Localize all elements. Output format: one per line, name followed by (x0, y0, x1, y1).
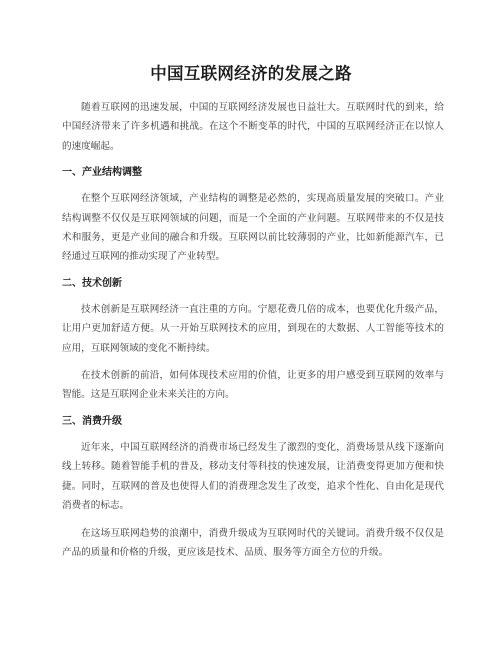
intro-paragraph: 随着互联网的迅速发展，中国的互联网经济发展也日益壮大。互联网时代的到来，给中国经济带来了许多机遇和挑战。在这个不断变革的时代，中国的互联网经济正在以惊人的速度崛起。 (62, 102, 444, 152)
section-heading-consumption: 三、消费升级 (62, 415, 122, 427)
document-body (62, 98, 444, 562)
section-technology-paragraph-1: 技术创新是互联网经济一直注重的方向。宁愿花费几倍的成本，也要优化升级产品，让用户更加舒适方便。从一开始互联网技术的应用，到现在的大数据、人工智能等技术的应用，互联网领域的变化不断持续。 (62, 303, 444, 354)
section-technology-paragraph-2: 在技术创新的前沿，如何体现技术应用的价值，让更多的用户感受到互联网的效率与智能。这是互联网企业未来关注的方向。 (62, 370, 444, 401)
section-industry-paragraph-1: 在整个互联网经济领域，产业结构的调整是必然的，实现高质量发展的突破口。产业结构调整不仅仅是互联网领域的问题，而是一个全面的产业问题。互联网带来的不仅是技术和服务，更是产业间的融合和升级。互联网以前比较薄弱的产业，比如新能源汽车，已经通过互联网的推动实现了产业转型。 (62, 193, 444, 263)
section-heading-technology: 二、技术创新 (62, 277, 122, 289)
section-consumption-paragraph-2: 在这场互联网趋势的浪潮中，消费升级成为互联网时代的关键词。消费升级不仅仅是产品的质量和价格的升级，更应该是技术、品质、服务等方面全方位的升级。 (62, 527, 444, 558)
document-title: 中国互联网经济的发展之路 (150, 64, 352, 83)
section-heading-industry: 一、产业结构调整 (62, 167, 142, 179)
section-consumption-paragraph-1: 近年来，中国互联网经济的消费市场已经发生了激烈的变化，消费场景从线下逐渐向线上转移。随着智能手机的普及，移动支付等科技的快速发展，让消费变得更加方便和快捷。同时，互联网的普及也使得人们的消费理念发生了改变，追求个性化、自由化是现代消费者的标志。 (62, 441, 444, 512)
